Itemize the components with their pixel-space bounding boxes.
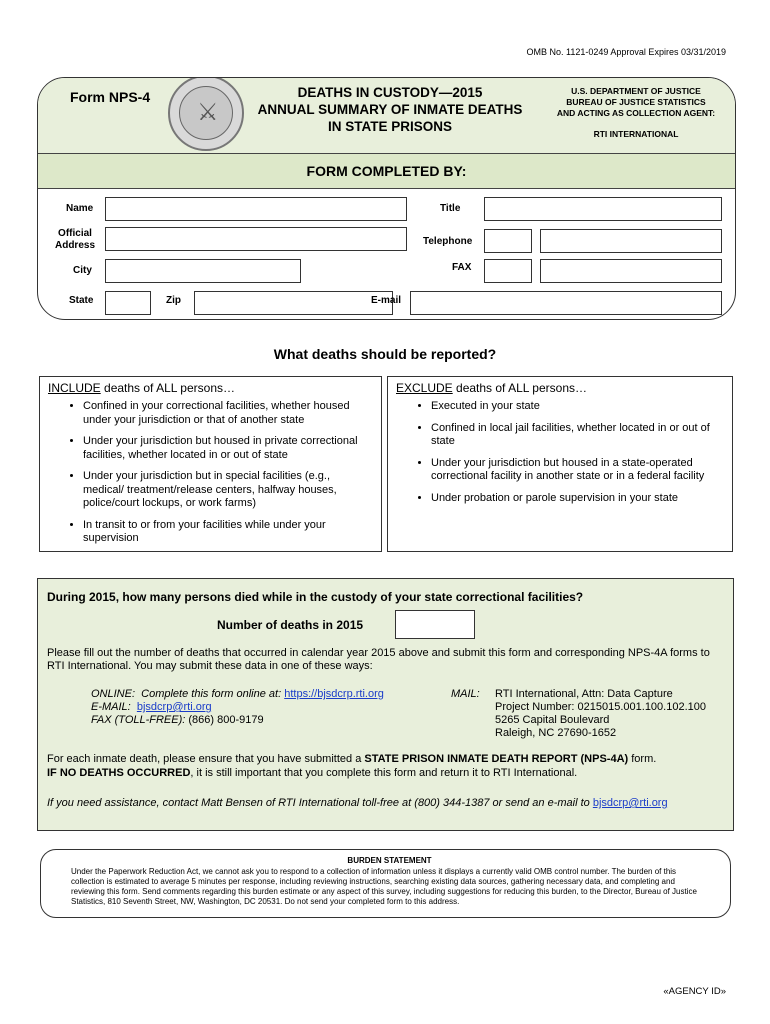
zip-label: Zip bbox=[166, 295, 181, 306]
list-item: • Under your jurisdiction but in special facilities (e.g., medical/ treatment/release centers, halfway houses, police/court lockups, or work farms) bbox=[83, 470, 373, 511]
title-line-1: DEATHS IN CUSTODY—2015 bbox=[297, 85, 483, 100]
online-link[interactable]: https://bjsdcrp.rti.org bbox=[284, 688, 384, 700]
online-option: ONLINE: Complete this form online at: https://bjsdcrp.rti.org bbox=[91, 688, 384, 700]
email-option: E-MAIL: bjsdcrp@rti.org bbox=[91, 701, 212, 713]
mail-label: MAIL: bbox=[451, 688, 480, 700]
email-link[interactable]: bjsdcrp@rti.org bbox=[136, 701, 212, 713]
burden-title: BURDEN STATEMENT bbox=[347, 856, 432, 865]
agency-line-1: U.S. DEPARTMENT OF JUSTICE bbox=[571, 86, 701, 96]
email-label: E-mail bbox=[371, 295, 402, 306]
fax-number-field[interactable] bbox=[540, 259, 722, 283]
omb-notice: OMB No. 1121-0249 Approval Expires 03/31/2019 bbox=[526, 47, 726, 57]
title-line-3: IN STATE PRISONS bbox=[327, 119, 452, 134]
exclude-list bbox=[396, 400, 724, 505]
fax-number: (866) 800-9179 bbox=[188, 714, 264, 726]
include-criteria-box bbox=[39, 376, 382, 552]
city-field[interactable] bbox=[105, 259, 301, 283]
deaths-count-label: Number of deaths in 2015 bbox=[217, 618, 364, 632]
list-item: • In transit to or from your facilities while under your supervision bbox=[83, 519, 373, 546]
fax-option: FAX (TOLL-FREE): (866) 800-9179 bbox=[91, 714, 264, 726]
mail-line-3: 5265 Capital Boulevard bbox=[495, 714, 610, 726]
list-item: • Executed in your state bbox=[431, 400, 724, 414]
official-address-label: Official Address bbox=[54, 228, 95, 251]
completed-by-heading: FORM COMPLETED BY: bbox=[38, 153, 735, 189]
deaths-count-input[interactable] bbox=[395, 610, 475, 639]
mail-line-4: Raleigh, NC 27690-1652 bbox=[495, 727, 617, 739]
include-list bbox=[48, 400, 373, 546]
city-label: City bbox=[73, 265, 92, 276]
mail-line-2: Project Number: 0215015.001.100.102.100 bbox=[495, 701, 706, 713]
address-field[interactable] bbox=[105, 227, 407, 251]
name-field[interactable] bbox=[105, 197, 407, 221]
reporting-question: What deaths should be reported? bbox=[273, 346, 497, 362]
form-completed-by-section bbox=[37, 77, 736, 320]
form-id: Form NPS-4 bbox=[70, 89, 151, 105]
agency-id: «AGENCY ID» bbox=[663, 986, 726, 997]
list-item: • Confined in your correctional facilities, whether housed under your jurisdiction or that of another state bbox=[83, 400, 373, 427]
form-header bbox=[38, 78, 735, 153]
burden-text: Under the Paperwork Reduction Act, we cannot ask you to respond to a collection of information unless it displays a currently valid OMB control number. The burden of this collection is estimated to average 5 minutes per response, including reviewing instructions, searching existing data sources, gathering necessary data, and completing and reviewing this form. Send comments regarding this burden estimate or any aspect of this survey, including suggestions for reducing this burden, to the Director, Bureau of Justice Statistics, 810 Seventh Street, NW, Washington, DC 20531. Do not send your completed form to this address. bbox=[71, 867, 697, 906]
burden-statement bbox=[40, 849, 731, 918]
form-title bbox=[247, 84, 533, 135]
mail-line-1: RTI International, Attn: Data Capture bbox=[495, 688, 673, 700]
agency-line-2: BUREAU OF JUSTICE STATISTICS bbox=[566, 97, 706, 107]
deaths-section bbox=[37, 578, 734, 831]
name-label: Name bbox=[66, 203, 94, 214]
list-item: • Under your jurisdiction but housed in a state-operated correctional facility in another state or in a federal facility bbox=[431, 457, 724, 484]
no-deaths-note: IF NO DEATHS OCCURRED, it is still important that you complete this form and return it to RTI International. bbox=[47, 767, 578, 779]
fax-label: FAX bbox=[452, 262, 472, 273]
fax-area-code-field[interactable] bbox=[484, 259, 532, 283]
submit-instructions: Please fill out the number of deaths that occurred in calendar year 2015 above and submit this form and corresponding NPS-4A forms to RTI International. You may submit these data in one of these ways: bbox=[47, 647, 710, 672]
doj-seal-icon bbox=[168, 77, 244, 151]
title-label: Title bbox=[440, 203, 461, 214]
zip-field[interactable] bbox=[194, 291, 393, 315]
collection-agent: RTI INTERNATIONAL bbox=[593, 129, 679, 139]
state-field[interactable] bbox=[105, 291, 151, 315]
email-field[interactable] bbox=[410, 291, 722, 315]
seal-center bbox=[179, 86, 233, 140]
agency-block bbox=[542, 86, 730, 140]
agency-line-3: AND ACTING AS COLLECTION AGENT: bbox=[556, 108, 716, 118]
telephone-number-field[interactable] bbox=[540, 229, 722, 253]
include-title: INCLUDE deaths of ALL persons… bbox=[48, 381, 235, 395]
title-line-2: ANNUAL SUMMARY OF INMATE DEATHS bbox=[257, 102, 523, 117]
exclude-title: EXCLUDE deaths of ALL persons… bbox=[396, 381, 587, 395]
list-item: • Confined in local jail facilities, whether located in or out of state bbox=[431, 422, 724, 449]
title-field[interactable] bbox=[484, 197, 722, 221]
telephone-label: Telephone bbox=[423, 236, 473, 247]
nps4a-reminder: For each inmate death, please ensure that you have submitted a STATE PRISON INMATE DEATH REPORT (NPS-4A) form. bbox=[47, 753, 657, 765]
exclude-criteria-box bbox=[387, 376, 733, 552]
assist-email-link[interactable]: bjsdcrp@rti.org bbox=[592, 797, 668, 809]
assistance-note: If you need assistance, contact Matt Bensen of RTI International toll-free at (800) 344-1387 or send an e-mail to bjsdcrp@rti.org bbox=[47, 797, 668, 809]
deaths-question: During 2015, how many persons died while in the custody of your state correctional facilities? bbox=[47, 590, 584, 604]
eagle-icon: ⚔ bbox=[197, 99, 219, 126]
list-item: • Under probation or parole supervision in your state bbox=[431, 492, 724, 506]
list-item: • Under your jurisdiction but housed in private correctional facilities, whether located in or out of state bbox=[83, 435, 373, 462]
telephone-area-code-field[interactable] bbox=[484, 229, 532, 253]
state-label: State bbox=[69, 295, 94, 306]
